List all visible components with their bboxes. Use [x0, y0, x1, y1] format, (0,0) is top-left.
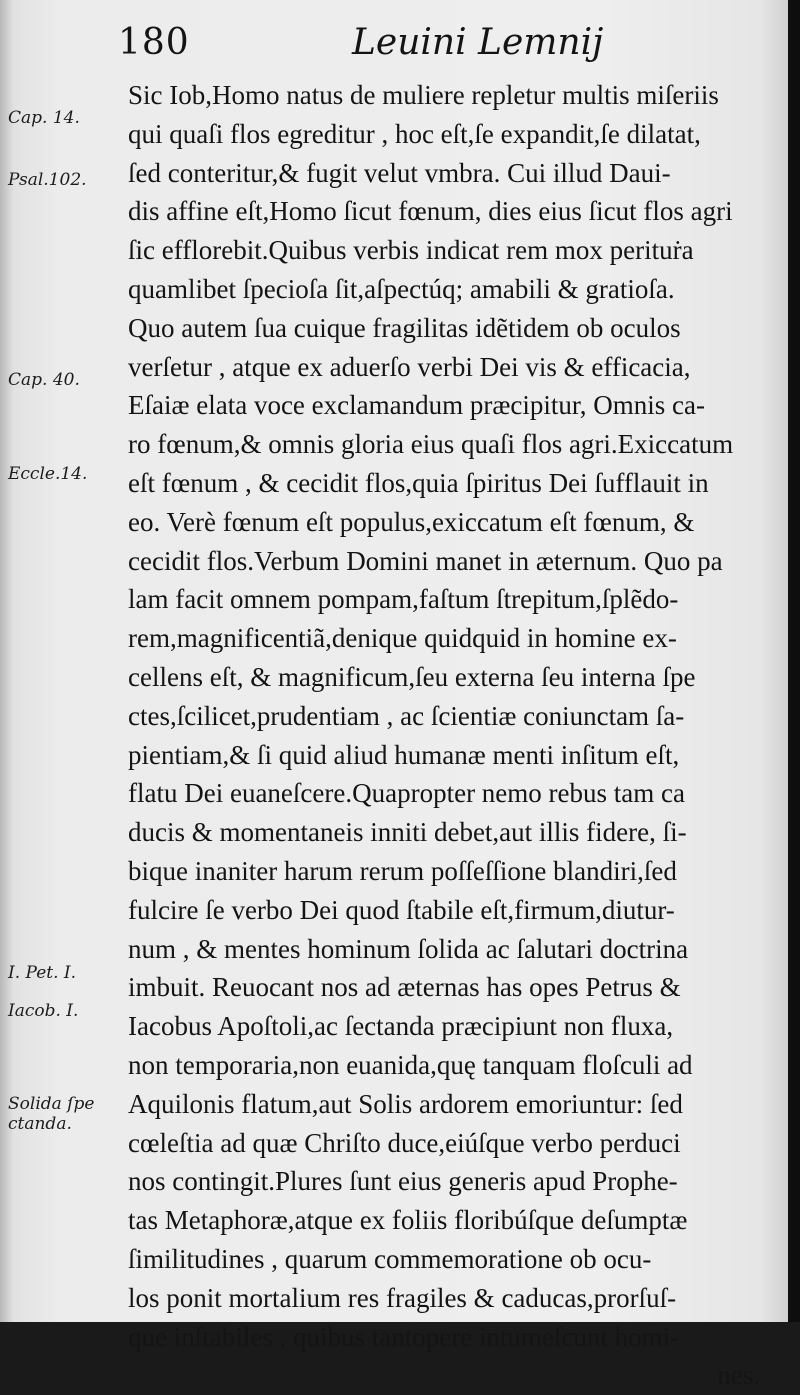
text-line: quamlibet ſpecioſa ſit,aſpectúq; amabili & gratioſa.	[128, 273, 675, 304]
text-line: ſed conteritur,& fugit velut vmbra. Cui illud Daui-	[128, 157, 671, 188]
text-line: pientiam,& ſi quid aliud humanæ menti inſitum eſt,	[128, 739, 680, 770]
text-line: cellens eſt, & magnificum,ſeu externa ſeu interna ſpe	[128, 661, 696, 692]
text-line: Aquilonis flatum,aut Solis ardorem emoriuntur: ſed	[128, 1088, 683, 1119]
text-line: num , & mentes hominum ſolida ac ſalutari doctrina	[128, 933, 689, 964]
margin-note-iacob-1: Iacob. I.	[8, 1001, 79, 1021]
text-line: lam facit omnem pompam,faſtum ſtrepitum,ſplẽdo-	[128, 584, 679, 615]
text-line: nos contingit.Plures ſunt eius generis apud Prophe-	[128, 1166, 678, 1197]
margin-note-cap-40: Cap. 40.	[8, 370, 80, 390]
text-line: rem,magnificentiã,denique quidquid in homine ex-	[128, 623, 677, 654]
text-line: Quo autem ſua cuique fragilitas idẽtidem ob oculos	[128, 312, 681, 343]
margin-note-eccle-14: Eccle.14.	[8, 464, 88, 484]
text-line: cœleſtia ad quæ Chriſto duce,eiúſque verbo perduci	[128, 1127, 681, 1158]
text-line: Eſaiæ elata voce exclamandum præcipitur, Omnis ca-	[128, 390, 705, 421]
text-line: qui quaſi flos egreditur , hoc eſt,ſe expandit,ſe dilatat,	[128, 118, 701, 149]
page-edge-shadow	[788, 0, 800, 1322]
catchword: nes.	[717, 1360, 760, 1391]
text-line: ctes,ſcilicet,prudentiam , ac ſcientiæ coniunctam ſa-	[128, 700, 685, 731]
text-line: ſimilitudines , quarum commemoratione ob ocu-	[128, 1243, 652, 1274]
text-line: ducis & momentaneis inniti debet,aut illis fidere, ſi-	[128, 817, 687, 848]
margin-note-psal-102: Psal.102.	[8, 170, 87, 190]
text-line: Iacobus Apoſtoli,ac ſectanda præcipiunt non fluxa,	[128, 1011, 674, 1042]
body-text	[128, 76, 768, 1395]
margin-note-cap-14: Cap. 14.	[8, 108, 80, 128]
text-line: non temporaria,non euanida,quę tanquam floſculi ad	[128, 1049, 693, 1080]
text-line: eo. Verè fœnum eſt populus,exiccatum eſt fœnum, &	[128, 506, 695, 537]
text-line: los ponit mortalium res fragiles & caducas,prorſuſ-	[128, 1282, 677, 1313]
text-line: Sic Iob,Homo natus de muliere repletur multis miſeriis	[128, 80, 719, 110]
text-line: dis affine eſt,Homo ſicut fœnum, dies eius ſicut flos agri	[128, 196, 733, 227]
running-head: Leuini Lemnij	[352, 22, 604, 63]
page-number: 180	[118, 22, 190, 63]
text-line: ro fœnum,& omnis gloria eius quaſi flos agri.Exiccatum	[128, 429, 734, 460]
text-line: tas Metaphoræ,atque ex foliis floribúſque deſumptæ	[128, 1205, 688, 1236]
text-line: ſic efflorebit.Quibus verbis indicat rem mox perituṙa	[128, 235, 694, 266]
margin-note-1-pet-1: I. Pet. I.	[8, 963, 77, 983]
margin-note-solida-spectanda: Solida ſpe ctanda.	[8, 1094, 95, 1134]
text-line: cecidit flos.Verbum Domini manet in æternum. Quo pa	[128, 545, 723, 576]
text-line: que inſtabiles , quibus tantopere intumeſcunt homi-	[128, 1321, 680, 1352]
text-line: bique inaniter harum rerum poſſeſſione blandiri,ſed	[128, 855, 677, 886]
text-line: fulcire ſe verbo Dei quod ſtabile eſt,firmum,diutur-	[128, 894, 675, 925]
text-line: verſetur , atque ex aduerſo verbi Dei vis & efficacia,	[128, 351, 691, 382]
text-line: eſt fœnum , & cecidit flos,quia ſpiritus Dei ſufflauit in	[128, 467, 709, 498]
page-header	[0, 14, 790, 74]
text-line: flatu Dei euaneſcere.Quapropter nemo rebus tam ca	[128, 778, 685, 809]
text-line: imbuit. Reuocant nos ad æternas has opes Petrus &	[128, 972, 681, 1003]
